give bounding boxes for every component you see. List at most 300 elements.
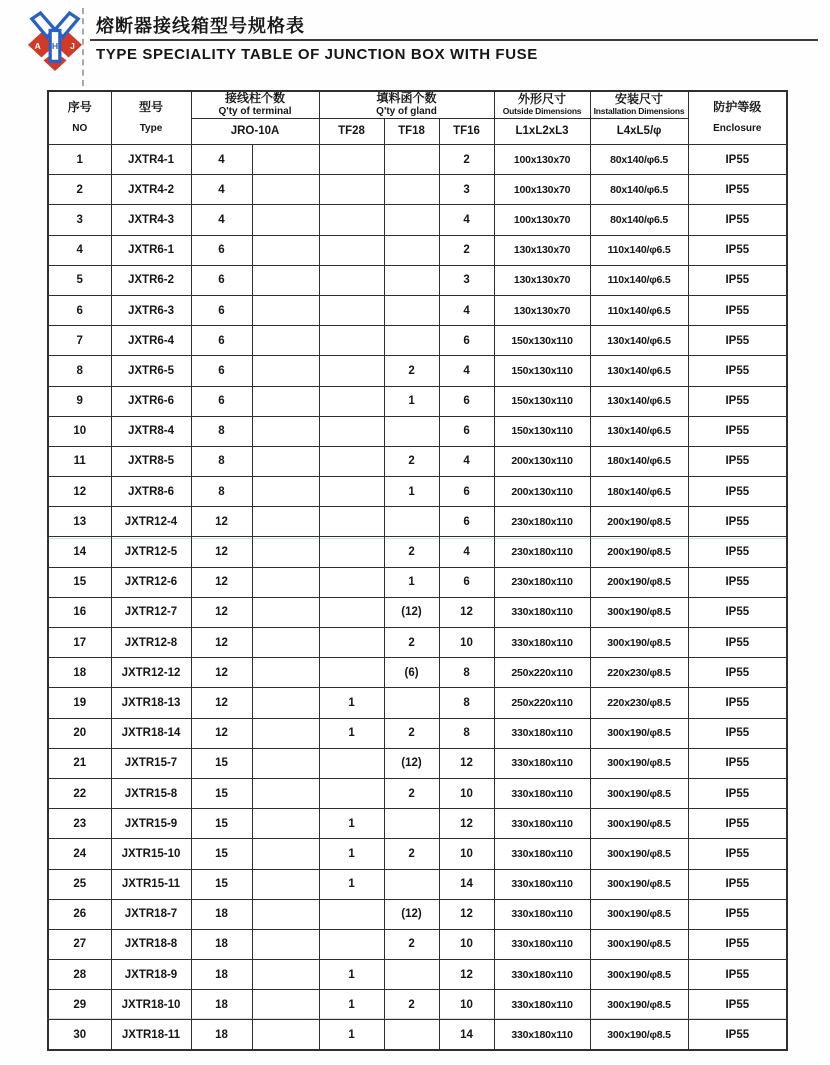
cell-type: JXTR18-8 xyxy=(111,929,191,959)
cell-no: 29 xyxy=(48,990,111,1020)
cell-tf18: 1 xyxy=(384,477,439,507)
cell-no: 25 xyxy=(48,869,111,899)
cell-enclosure: IP55 xyxy=(688,809,787,839)
cell-enclosure: IP55 xyxy=(688,416,787,446)
cell-enclosure: IP55 xyxy=(688,175,787,205)
cell-install: 300x190/φ8.5 xyxy=(590,839,688,869)
cell-tf28 xyxy=(319,567,384,597)
cell-outside: 150x130x110 xyxy=(494,386,590,416)
cell-tf16: 2 xyxy=(439,145,494,175)
cell-jro_b xyxy=(252,416,319,446)
cell-tf16: 12 xyxy=(439,748,494,778)
table-row xyxy=(48,628,787,658)
table-row xyxy=(48,175,787,205)
cell-tf28: 1 xyxy=(319,990,384,1020)
cell-jro_a: 15 xyxy=(191,839,252,869)
cell-install: 300x190/φ8.5 xyxy=(590,899,688,929)
cell-install: 300x190/φ8.5 xyxy=(590,929,688,959)
cell-jro_a: 6 xyxy=(191,326,252,356)
cell-enclosure: IP55 xyxy=(688,628,787,658)
cell-type: JXTR15-10 xyxy=(111,839,191,869)
table-row xyxy=(48,537,787,567)
subheader-jro-10a: JRO-10A xyxy=(191,119,319,145)
cell-no: 6 xyxy=(48,295,111,325)
cell-install: 220x230/φ8.5 xyxy=(590,688,688,718)
cell-type: JXTR6-6 xyxy=(111,386,191,416)
cell-jro_a: 18 xyxy=(191,1020,252,1050)
cell-tf16: 4 xyxy=(439,205,494,235)
cell-type: JXTR15-7 xyxy=(111,748,191,778)
cell-tf16: 3 xyxy=(439,175,494,205)
table-row xyxy=(48,205,787,235)
cell-jro_a: 15 xyxy=(191,869,252,899)
cell-tf28 xyxy=(319,446,384,476)
cell-jro_b xyxy=(252,265,319,295)
cell-tf16: 12 xyxy=(439,960,494,990)
table-row xyxy=(48,326,787,356)
cell-tf28 xyxy=(319,416,384,446)
cell-tf28: 1 xyxy=(319,839,384,869)
cell-outside: 230x180x110 xyxy=(494,567,590,597)
cell-tf28 xyxy=(319,658,384,688)
cell-outside: 150x130x110 xyxy=(494,416,590,446)
cell-jro_b xyxy=(252,477,319,507)
col-header-enclosure: 防护等级 Enclosure xyxy=(688,91,787,145)
cell-jro_a: 8 xyxy=(191,477,252,507)
cell-tf18 xyxy=(384,295,439,325)
cell-no: 26 xyxy=(48,899,111,929)
cell-enclosure: IP55 xyxy=(688,326,787,356)
cell-tf18 xyxy=(384,507,439,537)
cell-install: 130x140/φ6.5 xyxy=(590,416,688,446)
cell-no: 27 xyxy=(48,929,111,959)
cell-tf18: 2 xyxy=(384,537,439,567)
cell-tf18 xyxy=(384,235,439,265)
cell-no: 8 xyxy=(48,356,111,386)
cell-enclosure: IP55 xyxy=(688,1020,787,1050)
cell-jro_a: 6 xyxy=(191,265,252,295)
cell-type: JXTR18-14 xyxy=(111,718,191,748)
cell-tf28: 1 xyxy=(319,809,384,839)
cell-tf18: 2 xyxy=(384,446,439,476)
cell-jro_a: 12 xyxy=(191,567,252,597)
cell-enclosure: IP55 xyxy=(688,778,787,808)
cell-jro_a: 8 xyxy=(191,446,252,476)
cell-install: 110x140/φ6.5 xyxy=(590,265,688,295)
cell-jro_b xyxy=(252,507,319,537)
cell-tf16: 4 xyxy=(439,446,494,476)
cell-install: 220x230/φ8.5 xyxy=(590,658,688,688)
cell-type: JXTR8-4 xyxy=(111,416,191,446)
cell-type: JXTR6-3 xyxy=(111,295,191,325)
cell-outside: 130x130x70 xyxy=(494,235,590,265)
cell-tf28 xyxy=(319,899,384,929)
cell-tf16: 6 xyxy=(439,416,494,446)
cell-no: 1 xyxy=(48,145,111,175)
logo-letter-mid: H xyxy=(51,40,59,51)
cell-no: 17 xyxy=(48,628,111,658)
cell-type: JXTR18-9 xyxy=(111,960,191,990)
cell-tf28 xyxy=(319,929,384,959)
cell-tf18 xyxy=(384,960,439,990)
cell-no: 5 xyxy=(48,265,111,295)
table-row xyxy=(48,145,787,175)
cell-tf18: 1 xyxy=(384,567,439,597)
cell-jro_a: 6 xyxy=(191,295,252,325)
page-title-chinese: 熔断器接线箱型号规格表 xyxy=(96,16,305,36)
cell-jro_a: 18 xyxy=(191,990,252,1020)
cell-tf28 xyxy=(319,386,384,416)
cell-tf18 xyxy=(384,416,439,446)
cell-no: 21 xyxy=(48,748,111,778)
subheader-tf18: TF18 xyxy=(384,119,439,145)
company-logo-icon xyxy=(26,11,84,75)
cell-jro_b xyxy=(252,295,319,325)
cell-tf18 xyxy=(384,809,439,839)
cell-outside: 330x180x110 xyxy=(494,929,590,959)
cell-outside: 330x180x110 xyxy=(494,990,590,1020)
table-row xyxy=(48,416,787,446)
cell-install: 300x190/φ8.5 xyxy=(590,748,688,778)
cell-tf16: 6 xyxy=(439,386,494,416)
cell-tf28 xyxy=(319,265,384,295)
col-header-no: 序号 NO xyxy=(48,91,111,145)
cell-jro_b xyxy=(252,718,319,748)
cell-enclosure: IP55 xyxy=(688,145,787,175)
cell-enclosure: IP55 xyxy=(688,507,787,537)
cell-install: 200x190/φ8.5 xyxy=(590,567,688,597)
cell-jro_a: 12 xyxy=(191,628,252,658)
cell-tf28 xyxy=(319,597,384,627)
cell-no: 13 xyxy=(48,507,111,537)
header-divider xyxy=(82,8,84,86)
cell-jro_b xyxy=(252,567,319,597)
cell-tf18: 1 xyxy=(384,386,439,416)
cell-type: JXTR6-1 xyxy=(111,235,191,265)
cell-tf18 xyxy=(384,145,439,175)
table-row xyxy=(48,658,787,688)
cell-no: 28 xyxy=(48,960,111,990)
cell-type: JXTR6-5 xyxy=(111,356,191,386)
cell-enclosure: IP55 xyxy=(688,265,787,295)
cell-tf28 xyxy=(319,507,384,537)
cell-tf16: 4 xyxy=(439,295,494,325)
cell-outside: 250x220x110 xyxy=(494,658,590,688)
cell-install: 200x190/φ8.5 xyxy=(590,507,688,537)
col-header-outside: 外形尺寸 Outside Dimensions xyxy=(494,91,590,119)
cell-tf18 xyxy=(384,869,439,899)
cell-tf16: 6 xyxy=(439,477,494,507)
spec-table-body xyxy=(48,145,787,1051)
cell-outside: 130x130x70 xyxy=(494,295,590,325)
spec-table xyxy=(47,90,788,1051)
cell-jro_a: 18 xyxy=(191,929,252,959)
cell-no: 4 xyxy=(48,235,111,265)
cell-no: 9 xyxy=(48,386,111,416)
cell-tf18 xyxy=(384,326,439,356)
cell-outside: 100x130x70 xyxy=(494,175,590,205)
cell-no: 23 xyxy=(48,809,111,839)
cell-jro_b xyxy=(252,446,319,476)
cell-jro_a: 12 xyxy=(191,658,252,688)
cell-type: JXTR15-11 xyxy=(111,869,191,899)
cell-outside: 200x130x110 xyxy=(494,477,590,507)
cell-no: 24 xyxy=(48,839,111,869)
cell-jro_a: 18 xyxy=(191,899,252,929)
cell-outside: 100x130x70 xyxy=(494,145,590,175)
table-row xyxy=(48,809,787,839)
cell-install: 300x190/φ8.5 xyxy=(590,960,688,990)
cell-jro_b xyxy=(252,597,319,627)
cell-outside: 250x220x110 xyxy=(494,688,590,718)
page-title-english: TYPE SPECIALITY TABLE OF JUNCTION BOX WITH FUSE xyxy=(96,46,538,63)
cell-install: 300x190/φ8.5 xyxy=(590,990,688,1020)
cell-type: JXTR12-12 xyxy=(111,658,191,688)
cell-jro_a: 4 xyxy=(191,205,252,235)
cell-jro_b xyxy=(252,356,319,386)
cell-tf18 xyxy=(384,688,439,718)
cell-tf18: (6) xyxy=(384,658,439,688)
cell-tf16: 4 xyxy=(439,537,494,567)
cell-tf16: 12 xyxy=(439,597,494,627)
cell-tf16: 8 xyxy=(439,658,494,688)
cell-install: 300x190/φ8.5 xyxy=(590,778,688,808)
cell-no: 30 xyxy=(48,1020,111,1050)
cell-jro_a: 12 xyxy=(191,688,252,718)
cell-type: JXTR18-11 xyxy=(111,1020,191,1050)
cell-tf16: 14 xyxy=(439,1020,494,1050)
logo-letter-right: J xyxy=(69,40,75,51)
table-row xyxy=(48,477,787,507)
cell-no: 10 xyxy=(48,416,111,446)
cell-jro_a: 12 xyxy=(191,507,252,537)
cell-install: 130x140/φ6.5 xyxy=(590,386,688,416)
cell-enclosure: IP55 xyxy=(688,748,787,778)
cell-jro_b xyxy=(252,537,319,567)
table-row xyxy=(48,839,787,869)
cell-outside: 330x180x110 xyxy=(494,628,590,658)
cell-type: JXTR12-6 xyxy=(111,567,191,597)
cell-type: JXTR15-9 xyxy=(111,809,191,839)
cell-tf18: (12) xyxy=(384,899,439,929)
cell-outside: 230x180x110 xyxy=(494,537,590,567)
cell-tf18: 2 xyxy=(384,718,439,748)
cell-tf16: 4 xyxy=(439,356,494,386)
cell-enclosure: IP55 xyxy=(688,869,787,899)
cell-jro_b xyxy=(252,809,319,839)
cell-jro_b xyxy=(252,960,319,990)
cell-jro_a: 4 xyxy=(191,145,252,175)
subheader-l1l2l3: L1xL2xL3 xyxy=(494,119,590,145)
cell-install: 300x190/φ8.5 xyxy=(590,869,688,899)
cell-jro_a: 12 xyxy=(191,718,252,748)
cell-tf18 xyxy=(384,1020,439,1050)
cell-enclosure: IP55 xyxy=(688,597,787,627)
cell-jro_b xyxy=(252,990,319,1020)
cell-outside: 330x180x110 xyxy=(494,748,590,778)
cell-tf18 xyxy=(384,265,439,295)
cell-jro_a: 6 xyxy=(191,386,252,416)
cell-outside: 330x180x110 xyxy=(494,839,590,869)
cell-tf16: 8 xyxy=(439,688,494,718)
cell-type: JXTR18-10 xyxy=(111,990,191,1020)
table-row xyxy=(48,265,787,295)
cell-jro_a: 18 xyxy=(191,960,252,990)
cell-no: 20 xyxy=(48,718,111,748)
cell-jro_b xyxy=(252,628,319,658)
cell-tf18: 2 xyxy=(384,356,439,386)
cell-install: 80x140/φ6.5 xyxy=(590,145,688,175)
cell-no: 22 xyxy=(48,778,111,808)
cell-type: JXTR4-2 xyxy=(111,175,191,205)
cell-enclosure: IP55 xyxy=(688,386,787,416)
cell-tf18: 2 xyxy=(384,929,439,959)
cell-jro_b xyxy=(252,688,319,718)
cell-install: 180x140/φ6.5 xyxy=(590,446,688,476)
cell-tf28 xyxy=(319,175,384,205)
cell-tf28 xyxy=(319,145,384,175)
cell-type: JXTR12-4 xyxy=(111,507,191,537)
cell-jro_a: 6 xyxy=(191,235,252,265)
cell-install: 300x190/φ8.5 xyxy=(590,628,688,658)
cell-jro_b xyxy=(252,386,319,416)
cell-jro_a: 15 xyxy=(191,748,252,778)
cell-type: JXTR15-8 xyxy=(111,778,191,808)
table-row xyxy=(48,688,787,718)
cell-install: 130x140/φ6.5 xyxy=(590,356,688,386)
cell-no: 18 xyxy=(48,658,111,688)
cell-tf18: 2 xyxy=(384,839,439,869)
cell-jro_b xyxy=(252,145,319,175)
table-row xyxy=(48,1020,787,1050)
cell-enclosure: IP55 xyxy=(688,205,787,235)
cell-tf18: (12) xyxy=(384,597,439,627)
cell-tf28: 1 xyxy=(319,718,384,748)
col-header-terminal: 接线柱个数 Q'ty of terminal xyxy=(191,91,319,119)
table-row xyxy=(48,386,787,416)
cell-outside: 330x180x110 xyxy=(494,809,590,839)
cell-enclosure: IP55 xyxy=(688,477,787,507)
table-row xyxy=(48,235,787,265)
cell-jro_a: 15 xyxy=(191,809,252,839)
cell-no: 16 xyxy=(48,597,111,627)
title-underline xyxy=(90,39,818,41)
cell-tf18 xyxy=(384,205,439,235)
cell-enclosure: IP55 xyxy=(688,295,787,325)
cell-tf28 xyxy=(319,748,384,778)
cell-tf16: 12 xyxy=(439,809,494,839)
cell-jro_b xyxy=(252,929,319,959)
cell-enclosure: IP55 xyxy=(688,990,787,1020)
cell-jro_a: 6 xyxy=(191,356,252,386)
cell-install: 300x190/φ8.5 xyxy=(590,718,688,748)
cell-tf16: 10 xyxy=(439,778,494,808)
cell-type: JXTR12-8 xyxy=(111,628,191,658)
cell-type: JXTR6-2 xyxy=(111,265,191,295)
subheader-tf28: TF28 xyxy=(319,119,384,145)
cell-tf16: 10 xyxy=(439,990,494,1020)
cell-install: 130x140/φ6.5 xyxy=(590,326,688,356)
cell-outside: 330x180x110 xyxy=(494,960,590,990)
cell-outside: 150x130x110 xyxy=(494,356,590,386)
cell-outside: 330x180x110 xyxy=(494,597,590,627)
logo-letter-left: A xyxy=(34,40,41,51)
cell-tf28: 1 xyxy=(319,688,384,718)
cell-install: 200x190/φ8.5 xyxy=(590,537,688,567)
cell-jro_a: 12 xyxy=(191,597,252,627)
cell-jro_b xyxy=(252,235,319,265)
table-row xyxy=(48,507,787,537)
cell-no: 19 xyxy=(48,688,111,718)
cell-no: 12 xyxy=(48,477,111,507)
cell-tf28 xyxy=(319,356,384,386)
cell-jro_b xyxy=(252,658,319,688)
cell-tf16: 3 xyxy=(439,265,494,295)
cell-jro_a: 12 xyxy=(191,537,252,567)
cell-tf28 xyxy=(319,477,384,507)
cell-tf28: 1 xyxy=(319,1020,384,1050)
subheader-l4l5: L4xL5/φ xyxy=(590,119,688,145)
cell-tf28 xyxy=(319,537,384,567)
cell-type: JXTR8-6 xyxy=(111,477,191,507)
cell-type: JXTR4-1 xyxy=(111,145,191,175)
cell-tf16: 10 xyxy=(439,628,494,658)
table-row xyxy=(48,899,787,929)
cell-tf16: 6 xyxy=(439,567,494,597)
cell-no: 2 xyxy=(48,175,111,205)
table-row xyxy=(48,356,787,386)
cell-type: JXTR18-13 xyxy=(111,688,191,718)
cell-tf28 xyxy=(319,205,384,235)
table-row xyxy=(48,295,787,325)
cell-tf18: 2 xyxy=(384,778,439,808)
cell-tf16: 12 xyxy=(439,899,494,929)
cell-enclosure: IP55 xyxy=(688,839,787,869)
cell-tf16: 2 xyxy=(439,235,494,265)
cell-no: 15 xyxy=(48,567,111,597)
table-row xyxy=(48,567,787,597)
cell-install: 110x140/φ6.5 xyxy=(590,295,688,325)
cell-outside: 130x130x70 xyxy=(494,265,590,295)
cell-tf18: 2 xyxy=(384,628,439,658)
cell-jro_a: 15 xyxy=(191,778,252,808)
cell-jro_a: 4 xyxy=(191,175,252,205)
cell-enclosure: IP55 xyxy=(688,235,787,265)
cell-outside: 100x130x70 xyxy=(494,205,590,235)
table-row xyxy=(48,718,787,748)
cell-type: JXTR8-5 xyxy=(111,446,191,476)
cell-jro_b xyxy=(252,1020,319,1050)
cell-outside: 330x180x110 xyxy=(494,869,590,899)
cell-jro_b xyxy=(252,839,319,869)
table-row xyxy=(48,929,787,959)
cell-install: 80x140/φ6.5 xyxy=(590,175,688,205)
cell-outside: 150x130x110 xyxy=(494,326,590,356)
cell-install: 300x190/φ8.5 xyxy=(590,597,688,627)
cell-enclosure: IP55 xyxy=(688,537,787,567)
table-row xyxy=(48,748,787,778)
cell-no: 14 xyxy=(48,537,111,567)
cell-enclosure: IP55 xyxy=(688,446,787,476)
cell-tf16: 14 xyxy=(439,869,494,899)
cell-enclosure: IP55 xyxy=(688,718,787,748)
cell-enclosure: IP55 xyxy=(688,688,787,718)
cell-tf18 xyxy=(384,175,439,205)
cell-type: JXTR6-4 xyxy=(111,326,191,356)
cell-tf16: 10 xyxy=(439,839,494,869)
cell-outside: 330x180x110 xyxy=(494,1020,590,1050)
cell-outside: 330x180x110 xyxy=(494,899,590,929)
